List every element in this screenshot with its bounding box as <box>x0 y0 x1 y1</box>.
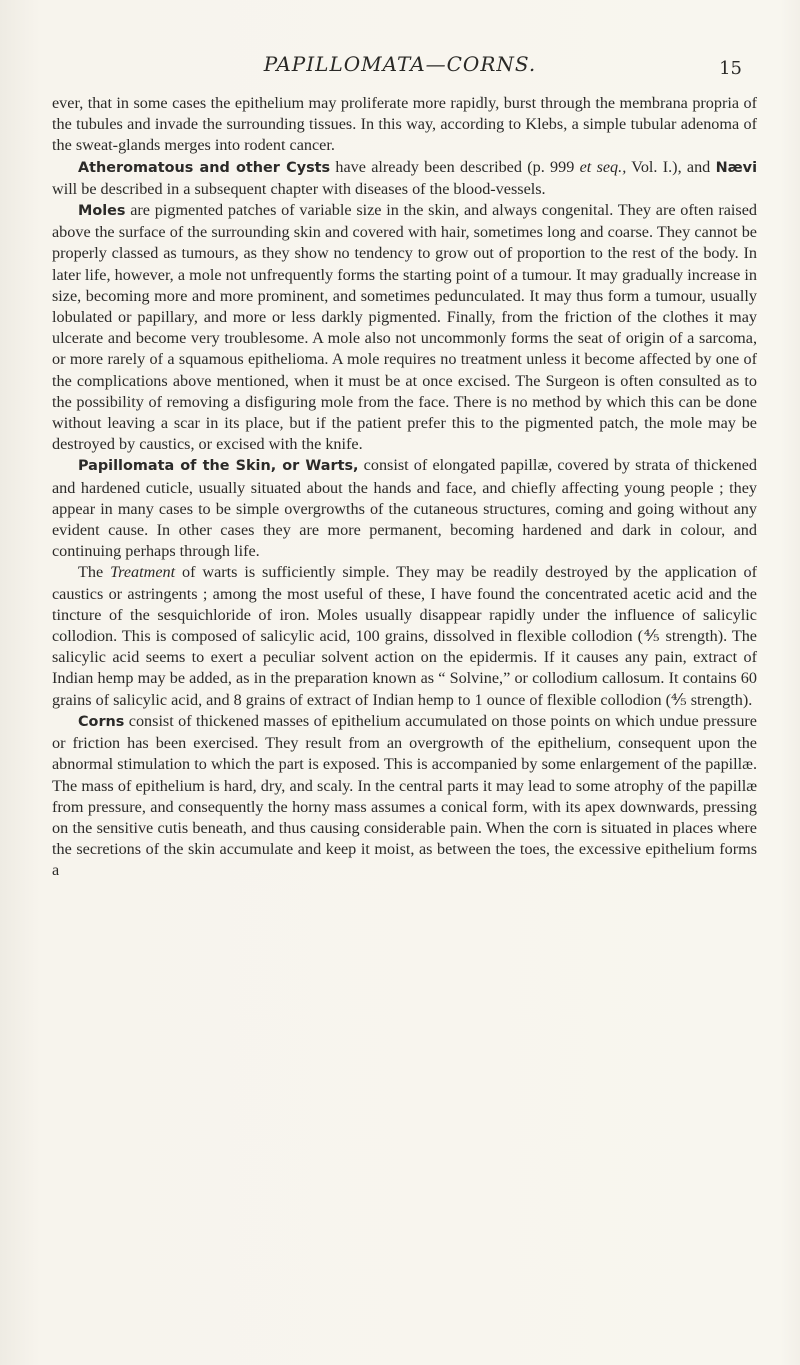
paragraph-text: of warts is sufficiently simple. They may be readily destroyed by the application of caustics or astringents ; among the most useful of these, I have found the concentrated acetic acid and the tincture of the sesquichloride of iron. Moles usually disappear rapidly under the influence of salicylic collodion. This is composed of salicylic acid, 100 grains, dissolved in flexible collodion (⅘ strength). The salicylic acid seems to exert a peculiar solvent action on the epidermis. If it causes any pain, extract of Indian hemp may be added, as in the preparation known as “ Solvine,” or collodium callosum. It contains 60 grains of salicylic acid, and 8 grains of extract of Indian hemp to 1 ounce of flexible collodion (⅘ strength). <box>52 563 757 709</box>
page-number: 15 <box>719 58 742 79</box>
paragraph-text: consist of elongated papillæ, covered by strata of thickened and hardened cuticle, usually situated about the hands and face, and chiefly affecting young people ; they appear in many cases to be simple overgrowths of the cutaneous structures, coming and going without any evident cause. In other cases they are more permanent, becoming hardened and dark in colour, and continuing perhaps through life. <box>52 456 757 561</box>
paragraph-text: Vol. I.), and <box>626 157 716 176</box>
paragraph-text: will be described in a subsequent chapter with diseases of the blood-vessels. <box>52 179 546 198</box>
term-atheromatous-cysts: Atheromatous and other Cysts <box>78 159 331 176</box>
paragraph-cysts <box>52 157 757 200</box>
paragraph-text: ever, that in some cases the epithelium may proliferate more rapidly, burst through the membrana propria of the tubules and invade the surrounding tissues. In this way, according to Klebs, a simple tubular adenoma of the sweat-glands merges into rodent cancer. <box>52 94 757 155</box>
paragraph-corns <box>52 711 757 882</box>
paragraph-moles <box>52 200 757 455</box>
body-text <box>52 93 757 882</box>
term-moles: Moles <box>78 203 126 220</box>
paragraph-text: consist of thickened masses of epithelium accumulated on those points on which undue pressure or friction has been exercised. They result from an overgrowth of the epithelium, consequent upon the abnormal stimulation to which the part is exposed. This is accompanied by some enlargement of the papillæ. The mass of epithelium is hard, dry, and scaly. In the central parts it may lead to some atrophy of the papillæ from pressure, and consequently the horny mass assumes a conical form, with its apex downwards, pressing on the sensitive cutis beneath, and thus causing considerable pain. When the corn is situated in places where the secretions of the skin accumulate and keep it moist, as between the toes, the excessive epithelium forms a <box>52 711 757 880</box>
paragraph-treatment <box>52 562 757 710</box>
paragraph-text: have already been described (p. 999 <box>330 157 580 176</box>
paragraph-lead: The <box>78 563 111 582</box>
term-corns: Corns <box>78 713 125 730</box>
paragraph-continuation <box>52 93 757 157</box>
italic-text: et seq., <box>579 157 627 176</box>
term-naevi: Nævi <box>715 159 757 176</box>
term-papillomata: Papillomata of the Skin, or Warts, <box>78 458 359 475</box>
paragraph-text: are pigmented patches of variable size in the skin, and always congenital. They are often raised above the surface of the surrounding skin and covered with hair, sometimes long and coarse. They cannot be properly classed as tumours, as they show no tendency to grow out of proportion to the rest of the body. In later life, however, a mole not unfrequently forms the starting point of a tumour. It may gradually increase in size, becoming more and more prominent, and sometimes pedunculated. It may thus form a tumour, usually lobulated or papillary, and more or less darkly pigmented. Finally, from the friction of the clothes it may ulcerate and become very troublesome. A mole also not uncommonly forms the seat of origin of a sarcoma, or more rarely of a squamous epithelioma. A mole requires no treatment unless it become affected by one of the complications above mentioned, when it must be at once excised. The Surgeon is often consulted as to the possibility of removing a disfiguring mole from the face. There is no method by which this can be done without leaving a scar in its place, but if the patient prefer this to the pigmented patch, the mole may be destroyed by caustics, or excised with the knife. <box>52 201 757 454</box>
italic-treatment: Treatment <box>110 563 176 582</box>
running-head: PAPILLOMATA—CORNS. <box>263 52 537 76</box>
paragraph-papillomata <box>52 455 757 562</box>
